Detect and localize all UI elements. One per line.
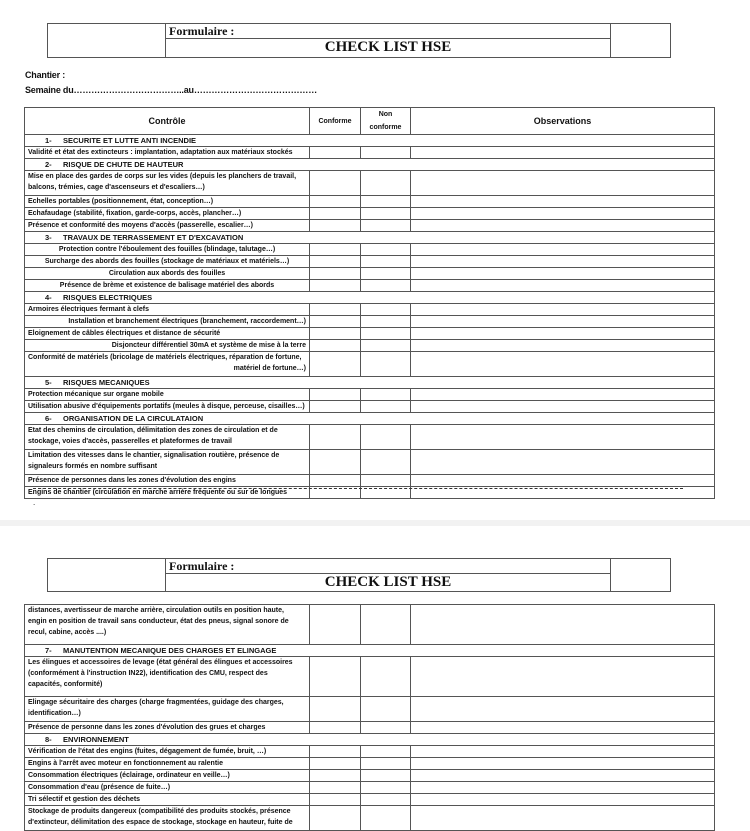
form-header-box: [47, 23, 671, 58]
checklist-item-row: [25, 352, 715, 377]
checklist-item-row: [25, 208, 715, 220]
conforme-cell[interactable]: [310, 806, 361, 831]
chantier-label: Chantier :: [25, 70, 66, 80]
table-body: [25, 135, 715, 499]
conforme-cell[interactable]: [310, 196, 361, 208]
section-title: [25, 413, 715, 425]
non-conforme-cell[interactable]: [361, 171, 411, 196]
table-body: [25, 605, 715, 831]
section-header-row: [25, 645, 715, 657]
section-label: RISQUE DE CHUTE DE HAUTEUR: [63, 160, 184, 169]
checklist-item-row: [25, 746, 715, 758]
observations-cell[interactable]: [411, 304, 715, 316]
non-conforme-cell[interactable]: [361, 450, 411, 475]
section-title: [25, 292, 715, 304]
column-header-observations: Observations: [411, 108, 715, 135]
document-title: CHECK LIST HSE: [324, 39, 452, 55]
section-title: [25, 377, 715, 389]
checklist-item-row: [25, 304, 715, 316]
observations-cell[interactable]: [411, 722, 715, 734]
conforme-cell[interactable]: [310, 256, 361, 268]
checklist-table-page-1: [24, 107, 715, 499]
control-item-text: distances, avertisseur de marche arrière, circulation outils en position haute,: [28, 607, 284, 614]
control-item: [25, 401, 310, 413]
control-item: [25, 758, 310, 770]
control-item-text: Echelles portables (positionnement, état, conception…): [28, 198, 214, 205]
observations-cell[interactable]: [411, 401, 715, 413]
control-item: [25, 450, 310, 475]
observations-cell[interactable]: [411, 758, 715, 770]
checklist-item-row: [25, 425, 715, 450]
non-conforme-cell[interactable]: [361, 389, 411, 401]
section-label: SECURITE ET LUTTE ANTI INCENDIE: [63, 136, 197, 145]
table-header-row: [25, 108, 715, 135]
non-conforme-cell[interactable]: [361, 401, 411, 413]
non-conforme-cell[interactable]: [361, 244, 411, 256]
conforme-cell[interactable]: [310, 220, 361, 232]
non-conforme-cell[interactable]: [361, 280, 411, 292]
section-title: [25, 135, 715, 147]
non-conforme-cell[interactable]: [361, 806, 411, 831]
non-conforme-cell[interactable]: [361, 352, 411, 377]
non-conforme-cell[interactable]: [361, 268, 411, 280]
control-item-text: stockage, voies d'accès, passerelles et plateformes de travail: [28, 438, 232, 445]
checklist-item-row: [25, 244, 715, 256]
non-conforme-cell[interactable]: [361, 220, 411, 232]
observations-cell[interactable]: [411, 280, 715, 292]
control-item: [25, 782, 310, 794]
section-header-row: [25, 292, 715, 304]
control-item-text: matériel de fortune…): [233, 365, 306, 372]
control-item: [25, 657, 310, 697]
observations-cell[interactable]: [411, 244, 715, 256]
control-item-text: Etat des chemins de circulation, délimitation des zones de circulation et de: [28, 427, 278, 434]
conforme-cell[interactable]: [310, 450, 361, 475]
conforme-cell[interactable]: [310, 425, 361, 450]
control-item: [25, 208, 310, 220]
control-item-text: Stockage de produits dangereux (compatibilité des produits stockés, présence: [28, 808, 291, 815]
control-item-text: Engins de chantier (circulation en marche arrière fréquente ou sur de longues: [28, 489, 288, 496]
non-conforme-cell[interactable]: [361, 316, 411, 328]
checklist-item-row: [25, 782, 715, 794]
conforme-cell[interactable]: [310, 722, 361, 734]
control-item-text: Eloignement de câbles électriques et distance de sécurité: [28, 330, 221, 337]
conforme-cell[interactable]: [310, 657, 361, 697]
conforme-cell[interactable]: [310, 605, 361, 645]
control-item: [25, 328, 310, 340]
observations-cell[interactable]: [411, 425, 715, 450]
checklist-item-row: [25, 722, 715, 734]
control-item-text: Armoires électriques fermant à clefs: [28, 306, 149, 313]
control-item-text: Consommation d'eau (présence de fuite…): [28, 784, 171, 791]
section-number: 4-: [45, 293, 52, 302]
section-label: RISQUES ELECTRIQUES: [63, 293, 153, 302]
section-header-row: [25, 232, 715, 244]
column-header-non-conforme: [361, 108, 411, 135]
conforme-cell[interactable]: [310, 697, 361, 722]
observations-cell[interactable]: [411, 196, 715, 208]
conforme-cell[interactable]: [310, 304, 361, 316]
non-conforme-cell[interactable]: [361, 758, 411, 770]
control-item: [25, 352, 310, 377]
control-item-text: Installation et branchement électriques (branchement, raccordement…): [68, 318, 306, 325]
non-conforme-cell[interactable]: [361, 722, 411, 734]
observations-cell[interactable]: [411, 697, 715, 722]
observations-cell[interactable]: [411, 746, 715, 758]
observations-cell[interactable]: [411, 657, 715, 697]
conforme-cell[interactable]: [310, 794, 361, 806]
document-title: CHECK LIST HSE: [324, 574, 452, 590]
observations-cell[interactable]: [411, 208, 715, 220]
control-item: [25, 425, 310, 450]
section-label: ENVIRONNEMENT: [63, 735, 129, 744]
observations-cell[interactable]: [411, 147, 715, 159]
non-conforme-cell[interactable]: [361, 794, 411, 806]
control-item-text: Utilisation abusive d'équipements portatifs (meules à disque, perceuse, cisailles…): [28, 403, 305, 410]
logo-cell: [48, 24, 166, 57]
logo-cell: [48, 559, 166, 591]
section-label: MANUTENTION MECANIQUE DES CHARGES ET ELINGAGE: [63, 646, 277, 655]
column-header-conforme: Conforme: [310, 108, 361, 135]
section-header-row: [25, 413, 715, 425]
observations-cell[interactable]: [411, 794, 715, 806]
checklist-item-row: [25, 657, 715, 697]
control-item: [25, 340, 310, 352]
section-header-row: [25, 159, 715, 171]
form-label: Formulaire :: [165, 559, 611, 574]
control-item: [25, 256, 310, 268]
control-item-text: Présence de personne dans les zones d'évolution des grues et charges: [28, 724, 266, 731]
non-conforme-cell[interactable]: [361, 208, 411, 220]
control-item-text: Elingage sécuritaire des charges (charge fragmentées, guidage des charges,: [28, 699, 284, 706]
section-number: 1-: [45, 136, 52, 145]
control-item: [25, 389, 310, 401]
observations-cell[interactable]: [411, 605, 715, 645]
control-item: [25, 244, 310, 256]
control-item: [25, 605, 310, 645]
checklist-item-row: [25, 697, 715, 722]
control-item-text: recul, cabine, accès ....): [28, 629, 107, 636]
control-item-text: identification…): [28, 710, 81, 717]
checklist-item-row: [25, 280, 715, 292]
control-item: [25, 770, 310, 782]
control-item-text: Vérification de l'état des engins (fuites, dégagement de fumée, bruit, …): [28, 748, 267, 755]
control-item-text: Surcharge des abords des fouilles (stockage de matériaux et matériels…): [44, 258, 290, 265]
section-title: [25, 159, 715, 171]
control-item: [25, 220, 310, 232]
reference-cell: [610, 559, 670, 591]
section-title: [25, 734, 715, 746]
non-conforme-cell[interactable]: [361, 770, 411, 782]
checklist-item-row: [25, 147, 715, 159]
conforme-cell[interactable]: [310, 244, 361, 256]
column-header-controle: Contrôle: [25, 108, 310, 135]
control-item-text: Circulation aux abords des fouilles: [108, 270, 226, 277]
control-item-text: Echafaudage (stabilité, fixation, garde-corps, accès, plancher…): [28, 210, 242, 217]
checklist-item-row: [25, 389, 715, 401]
checklist-item-row: [25, 171, 715, 196]
control-item: [25, 697, 310, 722]
observations-cell[interactable]: [411, 220, 715, 232]
control-item: [25, 196, 310, 208]
observations-cell[interactable]: [411, 475, 715, 487]
control-item-text: Mise en place des gardes de corps sur les vides (depuis les planchers de travail,: [28, 173, 297, 180]
checklist-table-page-2: [24, 604, 715, 831]
conforme-cell[interactable]: [310, 389, 361, 401]
section-label: RISQUES MECANIQUES: [63, 378, 150, 387]
conforme-cell[interactable]: [310, 782, 361, 794]
checklist-item-row: [25, 340, 715, 352]
observations-cell[interactable]: [411, 316, 715, 328]
non-label: Non: [378, 111, 393, 118]
non-conforme-cell[interactable]: [361, 147, 411, 159]
control-item-text: Les élingues et accessoires de levage (état général des élingues et accessoires: [28, 659, 293, 666]
form-label: Formulaire :: [165, 24, 611, 39]
document-page-2: [0, 526, 750, 824]
control-item-text: capacités, conformité): [28, 681, 103, 688]
checklist-item-row: [25, 328, 715, 340]
observations-cell[interactable]: [411, 340, 715, 352]
observations-cell[interactable]: [411, 782, 715, 794]
conforme-cell[interactable]: [310, 147, 361, 159]
section-number: 7-: [45, 646, 52, 655]
section-header-row: [25, 135, 715, 147]
non-conforme-cell[interactable]: [361, 697, 411, 722]
control-item-text: Tri sélectif et gestion des déchets: [28, 796, 141, 803]
reference-cell: [610, 24, 670, 57]
form-header-box: [47, 558, 671, 592]
control-item-text: Validité et état des extincteurs : implantation, adaptation aux matériaux stockés: [28, 149, 293, 156]
control-item-text: Présence de personnes dans les zones d'évolution des engins: [28, 477, 236, 484]
observations-cell[interactable]: [411, 171, 715, 196]
control-item: [25, 171, 310, 196]
observations-cell[interactable]: [411, 770, 715, 782]
checklist-item-row: [25, 770, 715, 782]
control-item: [25, 722, 310, 734]
control-item-text: signaleurs formés en nombre suffisant: [28, 463, 158, 470]
non-conforme-cell[interactable]: [361, 657, 411, 697]
observations-cell[interactable]: [411, 806, 715, 831]
control-item-text: balcons, trémies, cage d'ascenseurs et d'escaliers…): [28, 184, 205, 191]
checklist-item-row: [25, 758, 715, 770]
checklist-item-row: [25, 806, 715, 831]
non-conforme-cell[interactable]: [361, 256, 411, 268]
checklist-item-row: [25, 605, 715, 645]
conforme-cell[interactable]: [310, 758, 361, 770]
control-item-text: Conformité de matériels (bricolage de matériels électriques, réparation de fortune,: [28, 354, 302, 361]
control-item: [25, 316, 310, 328]
section-number: 2-: [45, 160, 52, 169]
non-conforme-cell[interactable]: [361, 605, 411, 645]
observations-cell[interactable]: [411, 389, 715, 401]
non-conforme-cell[interactable]: [361, 425, 411, 450]
non-conforme-cell[interactable]: [361, 328, 411, 340]
checklist-item-row: [25, 196, 715, 208]
checklist-item-row: [25, 475, 715, 487]
conforme-cell[interactable]: [310, 316, 361, 328]
control-item-text: engin en position de travail sans conducteur, état des pneus, signal sonore de: [28, 618, 289, 625]
semaine-line: Semaine du………………………………..au……………………………………: [25, 85, 318, 95]
conforme-cell[interactable]: [310, 171, 361, 196]
page-separator-dashes: [33, 488, 683, 491]
conforme-cell[interactable]: [310, 328, 361, 340]
checklist-item-row: [25, 450, 715, 475]
conforme-cell[interactable]: [310, 475, 361, 487]
control-item: [25, 794, 310, 806]
non-conforme-cell[interactable]: [361, 304, 411, 316]
conforme-cell[interactable]: [310, 352, 361, 377]
observations-cell[interactable]: [411, 268, 715, 280]
conforme-cell[interactable]: [310, 340, 361, 352]
non-conforme-cell[interactable]: [361, 746, 411, 758]
section-title: [25, 645, 715, 657]
section-title: [25, 232, 715, 244]
control-item-text: (conformément à l'instruction IN22), identification des CMU, respect des: [28, 670, 268, 677]
conforme-cell[interactable]: [310, 746, 361, 758]
conforme-label: conforme: [369, 124, 402, 131]
control-item-text: Consommation électriques (éclairage, ordinateur en veille…): [28, 772, 230, 779]
checklist-item-row: [25, 794, 715, 806]
checklist-item-row: [25, 268, 715, 280]
control-item-text: Protection contre l'éboulement des fouilles (blindage, talutage…): [58, 246, 276, 253]
control-item-text: Disjoncteur différentiel 30mA et système de mise à la terre: [111, 342, 306, 349]
section-number: 6-: [45, 414, 52, 423]
section-header-row: [25, 734, 715, 746]
control-item: [25, 806, 310, 831]
section-number: 5-: [45, 378, 52, 387]
observations-cell[interactable]: [411, 352, 715, 377]
section-header-row: [25, 377, 715, 389]
checklist-item-row: [25, 316, 715, 328]
conforme-cell[interactable]: [310, 268, 361, 280]
observations-cell[interactable]: [411, 256, 715, 268]
control-item: [25, 304, 310, 316]
control-item-text: Présence de brème et existence de balisage matériel des abords: [59, 282, 275, 289]
control-item-text: Engins à l'arrêt avec moteur en fonctionnement au ralentie: [28, 760, 223, 767]
section-number: 8-: [45, 735, 52, 744]
conforme-cell[interactable]: [310, 280, 361, 292]
control-item-text: Protection mécanique sur organe mobile: [28, 391, 164, 398]
section-label: TRAVAUX DE TERRASSEMENT ET D'EXCAVATION: [63, 233, 244, 242]
checklist-item-row: [25, 401, 715, 413]
observations-cell[interactable]: [411, 328, 715, 340]
section-label: ORGANISATION DE LA CIRCULATAION: [63, 414, 204, 423]
control-item-text: Présence et conformité des moyens d'accès (passerelle, escalier…): [28, 222, 253, 229]
trailing-dot: .: [33, 498, 36, 507]
observations-cell[interactable]: [411, 450, 715, 475]
control-item: [25, 280, 310, 292]
control-item-text: d'extincteur, délimitation des espace de stockage, stockage en hauteur, fuite de: [28, 819, 293, 826]
conforme-cell[interactable]: [310, 770, 361, 782]
non-conforme-cell[interactable]: [361, 475, 411, 487]
control-item: [25, 147, 310, 159]
conforme-cell[interactable]: [310, 401, 361, 413]
section-number: 3-: [45, 233, 52, 242]
checklist-item-row: [25, 220, 715, 232]
control-item: [25, 475, 310, 487]
non-conforme-cell[interactable]: [361, 782, 411, 794]
non-conforme-cell[interactable]: [361, 196, 411, 208]
conforme-cell[interactable]: [310, 208, 361, 220]
checklist-item-row: [25, 256, 715, 268]
control-item: [25, 746, 310, 758]
control-item-text: Limitation des vitesses dans le chantier, signalisation routière, présence de: [28, 452, 280, 459]
control-item: [25, 268, 310, 280]
non-conforme-cell[interactable]: [361, 340, 411, 352]
